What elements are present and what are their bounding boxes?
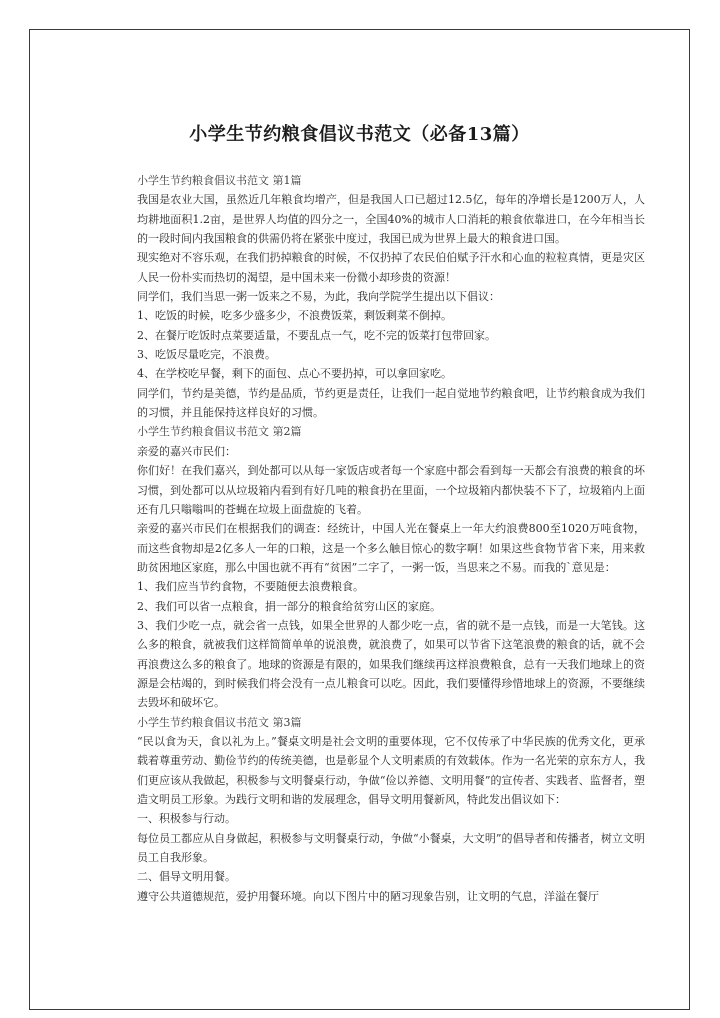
body-paragraph: 现实绝对不容乐观，在我们扔掉粮食的时候，不仅扔掉了农民伯伯赋予汗水和心血的粒粒真情，更是灾区人民一份朴实而热切的渴望，是中国未来一份微小却珍贵的资源！ xyxy=(137,251,645,284)
body-paragraph: 2、我们可以省一点粮食，捐一部分的粮食给贫穷山区的家庭。 xyxy=(137,599,441,613)
body-paragraph: 亲爱的嘉兴市民们在根据我们的调查：经统计，中国人光在餐桌上一年大约浪费800至1020万吨食物，而这些食物却是2亿多人一年的口粮，这是一个多么触目惊心的数字啊！如果这些食物节省下来，用来救助贫困地区家庭，那么中国也就不再有“贫困”二字了，一粥一饭，当思来之不易。而我的`意见是： xyxy=(137,522,645,574)
section-heading: 小学生节约粮食倡议书范文 第1篇 xyxy=(137,174,302,187)
body-paragraph: 我国是农业大国，虽然近几年粮食均增产，但是我国人口已超过12.5亿，每年的净增长是1200万人，人均耕地面积1.2亩，是世界人均值的四分之一，全国40%的城市人口消耗的粮食依靠进口，在今年相当长的一段时间内我国粮食的供需仍将在紧张中度过，我国已成为世界上最大的粮食进口国。 xyxy=(137,193,645,246)
body-paragraph: 4、在学校吃早餐，剩下的面包、点心不要扔掉，可以拿回家吃。 xyxy=(137,367,452,381)
body-paragraph: 同学们，节约是美德，节约是品质，节约更是责任，让我们一起自觉地节约粮食吧，让节约粮食成为我们的习惯，并且能保持这样良好的习惯。 xyxy=(137,386,645,420)
body-paragraph: “民以食为天，食以礼为上。”餐桌文明是社会文明的重要体现，它不仅传承了中华民族的优秀文化，更承载着尊重劳动、勤俭节约的传统美德，也是彰显个人文明素质的有效载体。作为一名光荣的京东方人，我们更应该从我做起，积极参与文明餐桌行动，争做“俭以养德、文明用餐”的宣传者、实践者、监督者，塑造文明员工形象。为践行文明和谐的发展理念，倡导文明用餐新风，特此发出倡议如下： xyxy=(137,734,645,806)
body-paragraph: 一、积极参与行动。 xyxy=(137,812,236,826)
body-paragraph: 1、我们应当节约食物，不要随便去浪费粮食。 xyxy=(137,580,364,594)
body-paragraph: 遵守公共道德规范，爱护用餐环境。向以下图片中的陋习现象告别，让文明的气息，洋溢在餐厅 xyxy=(137,889,599,903)
body-paragraph: 每位员工都应从自身做起，积极参与文明餐桌行动，争做“小餐桌，大文明”的倡导者和传播者，树立文明员工自我形象。 xyxy=(137,831,645,865)
body-paragraph: 同学们，我们当思一粥一饭来之不易，为此，我向学院学生提出以下倡议： xyxy=(137,290,500,304)
body-paragraph: 2、在餐厅吃饭时点菜要适量，不要乱点一气，吃不完的饭菜打包带回家。 xyxy=(137,328,496,342)
body-paragraph: 二、倡导文明用餐。 xyxy=(137,870,236,884)
section-heading: 小学生节约粮食倡议书范文 第2篇 xyxy=(137,425,302,439)
section-heading: 小学生节约粮食倡议书范文 第3篇 xyxy=(137,715,302,729)
document-title: 小学生节约粮食倡议书范文（必备13篇） xyxy=(189,124,530,145)
body-paragraph: 亲爱的嘉兴市民们： xyxy=(137,444,236,458)
body-paragraph: 3、吃饭尽量吃完，不浪费。 xyxy=(137,348,276,362)
body-paragraph: 你们好！在我们嘉兴，到处都可以从每一家饭店或者每一个家庭中都会看到每一天都会有浪费的粮食的坏习惯，到处都可以从垃圾箱内看到有好几吨的粮食扔在里面，一个垃圾箱内都快装不下了，垃圾箱内上面还有几只嗡嗡叫的苍蝇在垃圾上面盘旋的飞着。 xyxy=(137,464,645,516)
document-body xyxy=(137,171,645,906)
body-paragraph: 3、我们少吃一点，就会省一点钱，如果全世界的人都少吃一点，省的就不是一点钱，而是一大笔钱。这么多的粮食，就被我们这样简简单单的说浪费，就浪费了，如果可以节省下这笔浪费的粮食的话，就不会再浪费这么多的粮食了。地球的资源是有限的，如果我们继续再这样浪费粮食，总有一天我们地球上的资源是会枯竭的，到时候我们将会没有一点儿粮食可以吃。因此，我们要懂得珍惜地球上的资源，不要继续去毁坏和破坏它。 xyxy=(137,618,645,710)
body-paragraph: 1、吃饭的时候，吃多少盛多少，不浪费饭菜，剩饭剩菜不倒掉。 xyxy=(137,309,452,323)
document-page xyxy=(29,29,690,1010)
